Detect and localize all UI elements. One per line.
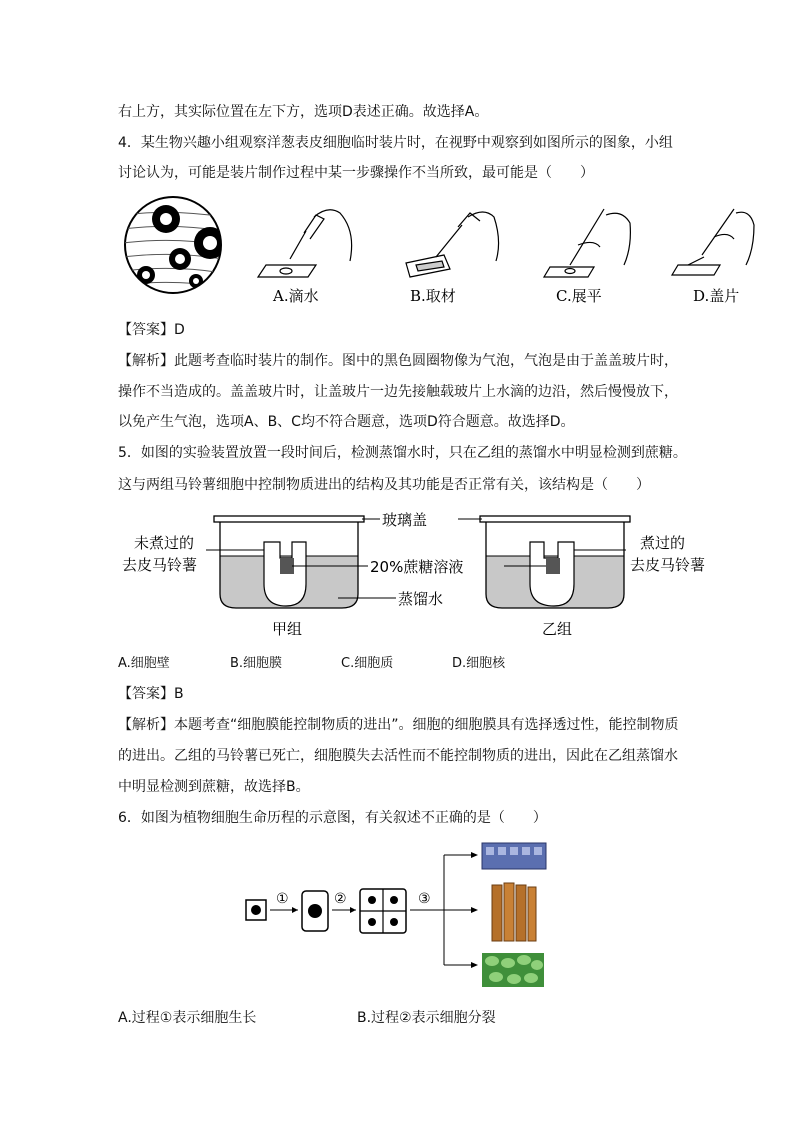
question-5-text: 5．如图的实验装置放置一段时间后，检测蒸馏水时，只在乙组的蒸馏水中明显检测到蔗糖。 bbox=[118, 445, 687, 461]
raw-potato-label: 未煮过的 bbox=[134, 534, 195, 552]
step-b-drawing bbox=[406, 212, 499, 277]
figure-5 bbox=[118, 506, 728, 646]
parenchyma-tissue-image bbox=[482, 953, 544, 987]
sugar-solution-label: 20%蔗糖溶液 bbox=[370, 558, 464, 576]
protective-tissue-image bbox=[482, 843, 546, 869]
step-c-drawing bbox=[544, 209, 630, 277]
group-a-label: 甲组 bbox=[272, 620, 303, 638]
beaker-group-a bbox=[214, 516, 364, 608]
group-b-label: 乙组 bbox=[542, 620, 573, 638]
option-b: B.过程②表示细胞分裂 bbox=[357, 1010, 496, 1026]
answer-4: 【答案】D bbox=[118, 322, 185, 338]
figure-4 bbox=[118, 195, 758, 310]
process-2-label: ② bbox=[334, 891, 347, 907]
explanation-4: 以免产生气泡，选项A、B、C均不符合题意，选项D符合题意。故选择D。 bbox=[118, 414, 575, 430]
explanation-4: 【解析】此题考查临时装片的制作。图中的黑色圆圈物像为气泡，气泡是由于盖盖玻片时， bbox=[118, 353, 678, 369]
microscope-view-image bbox=[123, 197, 226, 293]
step-a-drawing bbox=[258, 210, 352, 277]
option-d: D.细胞核 bbox=[452, 656, 506, 671]
distilled-water-label: 蒸馏水 bbox=[398, 590, 444, 608]
option-d-label: D.盖片 bbox=[693, 287, 740, 305]
option-a: A.过程①表示细胞生长 bbox=[118, 1010, 257, 1026]
boiled-potato-label: 煮过的 bbox=[640, 534, 686, 552]
explanation-5: 【解析】本题考查“细胞膜能控制物质的进出”。细胞的细胞膜具有选择透过性，能控制物质 bbox=[118, 717, 679, 733]
process-3-label: ③ bbox=[418, 891, 431, 907]
question-6-text: 6．如图为植物细胞生命历程的示意图，有关叙述不正确的是（ ） bbox=[118, 810, 547, 826]
explanation-4: 操作不当造成的。盖盖玻片时，让盖玻片一边先接触载玻片上水滴的边沿，然后慢慢放下， bbox=[118, 384, 678, 400]
question-4-text: 讨论认为，可能是装片制作过程中某一步骤操作不当所致，最可能是（ ） bbox=[118, 165, 594, 181]
option-a-label: A.滴水 bbox=[273, 287, 319, 305]
text-line: 右上方，其实际位置在左下方，选项D表述正确。故选择A。 bbox=[118, 104, 489, 120]
option-b: B.细胞膜 bbox=[230, 656, 283, 671]
explanation-5: 中明显检测到蔗糖，故选择B。 bbox=[118, 779, 310, 795]
option-b-label: B.取材 bbox=[410, 287, 456, 305]
option-c-label: C.展平 bbox=[556, 287, 602, 305]
raw-potato-label-2: 去皮马铃薯 bbox=[122, 556, 198, 574]
answer-5: 【答案】B bbox=[118, 686, 184, 702]
beaker-group-b bbox=[480, 516, 630, 608]
option-a: A.细胞壁 bbox=[118, 656, 170, 671]
step-d-drawing bbox=[672, 209, 754, 275]
conducting-tissue-image bbox=[492, 883, 536, 941]
process-1-label: ① bbox=[276, 891, 289, 907]
boiled-potato-label-2: 去皮马铃薯 bbox=[630, 556, 706, 574]
question-4-text: 4．某生物兴趣小组观察洋葱表皮细胞临时装片时，在视野中观察到如图所示的图象，小组 bbox=[118, 135, 673, 151]
figure-6 bbox=[240, 833, 560, 998]
question-5-text: 这与两组马铃薯细胞中控制物质进出的结构及其功能是否正常有关，该结构是（ ） bbox=[118, 477, 650, 493]
explanation-5: 的进出。乙组的马铃薯已死亡，细胞膜失去活性而不能控制物质的进出，因此在乙组蒸馏水 bbox=[118, 748, 678, 764]
option-c: C.细胞质 bbox=[341, 656, 394, 671]
glass-cover-label: 玻璃盖 bbox=[382, 511, 428, 529]
